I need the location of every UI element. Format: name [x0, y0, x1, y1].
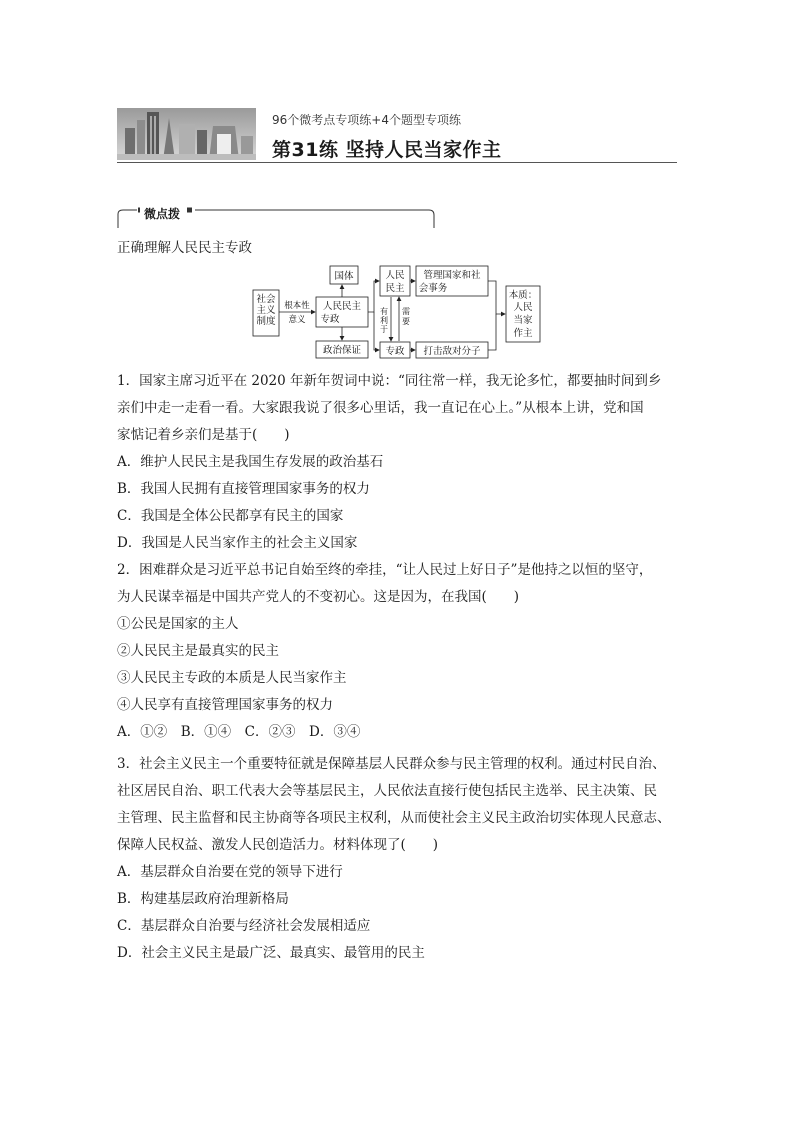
diagram-text: 人民 — [513, 302, 533, 313]
diagram-text: 需 — [402, 307, 410, 316]
question-stem-line: 社区居民自治、职工代表大会等基层民主，人民依法直接行使包括民主选举、民主决策、民 — [117, 783, 657, 799]
section-title: 正确理解人民民主专政 — [117, 240, 252, 256]
header-subtitle: 96个微考点专项练+4个题型专项练 — [272, 113, 461, 127]
diagram-text: 打击敌对分子 — [423, 346, 481, 357]
diagram-text: 要 — [402, 317, 410, 326]
diagram-text: 利 — [380, 316, 388, 325]
diagram-text: 有 — [380, 307, 388, 316]
diagram-text: 专政 — [320, 314, 340, 325]
diagram-text: 作主 — [513, 328, 533, 339]
diagram-text: 民主 — [385, 283, 405, 294]
concept-diagram — [250, 262, 550, 362]
option-b[interactable]: B．构建基层政府治理新格局 — [117, 891, 289, 907]
diagram-text: 政治保证 — [322, 345, 362, 356]
question-stem-line: 主管理、民主监督和民主协商等各项民主权利，从而使社会主义民主政治切实体现人民意志、 — [117, 810, 671, 826]
header-divider — [117, 162, 677, 163]
option-c[interactable]: C．基层群众自治要与经济社会发展相适应 — [117, 918, 371, 934]
question-stem-line: 家惦记着乡亲们是基于( ) — [117, 427, 290, 443]
diagram-text: 意义 — [288, 315, 306, 325]
answer-choices[interactable]: A．①② B．①④ C．②③ D．③④ — [117, 724, 361, 740]
diagram-text: 国体 — [334, 271, 354, 282]
diagram-text: 制度 — [256, 316, 276, 327]
option-d[interactable]: D．社会主义民主是最广泛、最真实、最管用的民主 — [117, 945, 425, 961]
diagram-text: 人民 — [385, 270, 405, 281]
option-b[interactable]: B．我国人民拥有直接管理国家事务的权力 — [117, 481, 370, 497]
diagram-text: 于 — [380, 325, 388, 334]
question-2 — [117, 557, 679, 746]
option-d[interactable]: D．我国是人民当家作主的社会主义国家 — [117, 535, 358, 551]
question-stem-line: 2．困难群众是习近平总书记自始至终的牵挂，“让人民过上好日子”是他持之以恒的坚守， — [117, 562, 653, 578]
diagram-text: 专政 — [385, 346, 405, 357]
diagram-text: 社会 — [256, 294, 276, 305]
statement-2: ②人民民主是最真实的民主 — [117, 643, 279, 659]
statement-1: ①公民是国家的主人 — [117, 616, 239, 632]
diagram-text: 管理国家和社 — [423, 270, 481, 281]
diagram-text: 本质： — [508, 290, 538, 301]
option-a[interactable]: A．维护人民民主是我国生存发展的政治基石 — [117, 454, 384, 470]
statement-3: ③人民民主专政的本质是人民当家作主 — [117, 670, 347, 686]
option-c[interactable]: C．我国是全体公民都享有民主的国家 — [117, 508, 344, 524]
diagram-text: 根本性 — [284, 301, 310, 311]
statement-4: ④人民享有直接管理国家事务的权力 — [117, 697, 333, 713]
tip-label: 微点拨 — [140, 205, 184, 222]
question-stem-line: 亲们中走一走看一看。大家跟我说了很多心里话，我一直记在心上。”从根本上讲，党和国 — [117, 400, 644, 416]
question-3 — [117, 751, 679, 967]
question-stem-line: 1．国家主席习近平在 2020 年新年贺词中说：“同往常一样，我无论多忙，都要抽时间到乡 — [117, 373, 662, 389]
page-title: 第31练 坚持人民当家作主 — [272, 139, 502, 161]
diagram-text: 会事务 — [418, 283, 448, 294]
diagram-text: 当家 — [513, 315, 533, 326]
question-1 — [117, 368, 679, 557]
diagram-text: 人民民主 — [322, 301, 362, 312]
question-stem-line: 3．社会主义民主一个重要特征就是保障基层人民群众参与民主管理的权利。通过村民自治、 — [117, 756, 666, 772]
question-stem-line: 保障人民权益、激发人民创造活力。材料体现了( ) — [117, 837, 439, 853]
diagram-text: 主义 — [256, 305, 276, 316]
option-a[interactable]: A．基层群众自治要在党的领导下进行 — [117, 864, 343, 880]
header-building-image — [117, 108, 256, 160]
question-stem-line: 为人民谋幸福是中国共产党人的不变初心。这是因为，在我国( ) — [117, 589, 520, 605]
